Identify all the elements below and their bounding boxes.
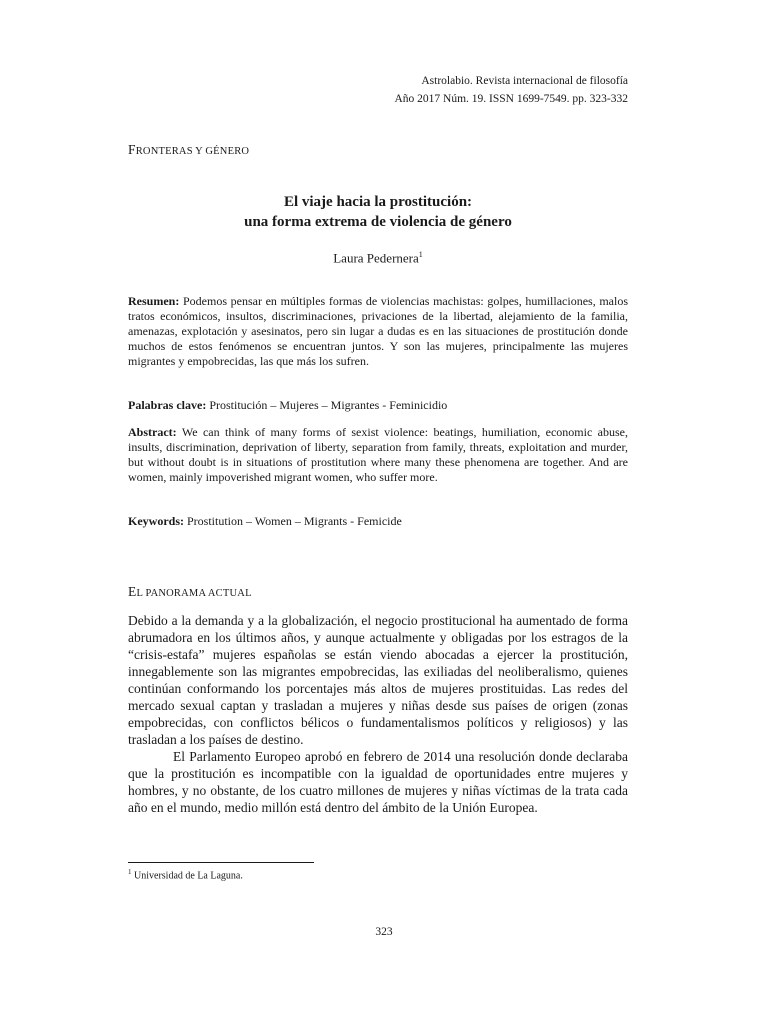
panorama-heading xyxy=(128,584,252,600)
body-paragraph-2: El Parlamento Europeo aprobó en febrero de 2014 una resolución donde declaraba que la prostitución es incompatible con la igualdad de oportunidades entre mujeres y hombres, y no obstante, de los cuatro millones de mujeres y niñas víctimas de la trata cada año en el mundo, medio millón está dentro del ámbito de la Unión Europea. xyxy=(128,749,628,815)
footnote-text: Universidad de La Laguna. xyxy=(134,870,243,882)
resumen-block xyxy=(128,294,628,369)
resumen-label: Resumen: xyxy=(128,294,180,308)
article-title xyxy=(128,192,628,232)
body-paragraph-1: Debido a la demanda y a la globalización, el negocio prostitucional ha aumentado de forma abrumadora en los últimos años, y aunque actualmente y obligadas por los estragos de la “crisis-estafa” mujeres españolas se están viendo abocadas a ejercer la prostitución, innegablemente son las migrantes empobrecidas, las exiliadas del neoliberalismo, quienes continúan conformando los porcentajes más altos de mujeres prostituidas. Las redes del mercado sexual captan y trasladan a mujeres y niñas desde sus países de origen (zonas empobrecidas, con conflictos bélicos o fundamentalismos políticos y religiosos) y las trasladan a los países de destino. xyxy=(128,613,628,747)
abstract-label: Abstract: xyxy=(128,425,177,439)
section-label xyxy=(128,142,249,158)
footnote-mark: 1 xyxy=(128,868,132,876)
palabras-clave-label: Palabras clave: xyxy=(128,398,207,412)
section-label-initial: F xyxy=(128,142,136,157)
keywords-label: Keywords: xyxy=(128,514,184,528)
author-footnote-mark: 1 xyxy=(418,250,423,259)
resumen-text: Podemos pensar en múltiples formas de violencias machistas: golpes, humillaciones, malos tratos económicos, insultos, discriminaciones, privaciones de la libertad, alejamiento de la familia, amenazas, explotación y asesinatos, pero sin lugar a dudas es en las situaciones de prostitución donde muchos de estos fenómenos se encuentran juntos. Y son las mujeres, principalmente las mujeres migrantes y empobrecidas, las que más los sufren. xyxy=(128,294,628,368)
abstract-block xyxy=(128,425,628,485)
author xyxy=(128,250,628,266)
journal-header xyxy=(228,72,628,108)
panorama-heading-initial: E xyxy=(128,584,137,599)
keywords-text: Prostitution – Women – Migrants - Femicide xyxy=(187,514,402,528)
keywords-block xyxy=(128,514,628,529)
author-name: Laura Pedernera xyxy=(333,250,419,266)
page-number: 323 xyxy=(375,926,393,938)
footnote-divider xyxy=(128,862,314,863)
palabras-clave-text: Prostitución – Mujeres – Migrantes - Feminicidio xyxy=(209,398,448,412)
journal-issue: Año 2017 Núm. 19. ISSN 1699-7549. pp. 323-332 xyxy=(394,93,628,105)
title-line-1: El viaje hacia la prostitución: xyxy=(283,194,473,210)
palabras-clave-block xyxy=(128,398,628,413)
journal-title: Astrolabio. Revista internacional de filosofía xyxy=(421,75,628,87)
title-line-2: una forma extrema de violencia de género xyxy=(244,214,512,230)
panorama-heading-rest: L PANORAMA ACTUAL xyxy=(136,588,252,599)
section-label-rest: RONTERAS Y GÉNERO xyxy=(135,146,250,157)
body-text xyxy=(128,612,628,816)
footnote xyxy=(128,868,243,881)
abstract-text: We can think of many forms of sexist violence: beatings, humiliation, economic abuse, insults, discrimination, deprivation of liberty, separation from family, threats, exploitation and murder, but without doubt is in situations of prostitution where many these phenomena are together. And are women, mainly impoverished migrant women, who suffer more. xyxy=(128,425,628,484)
